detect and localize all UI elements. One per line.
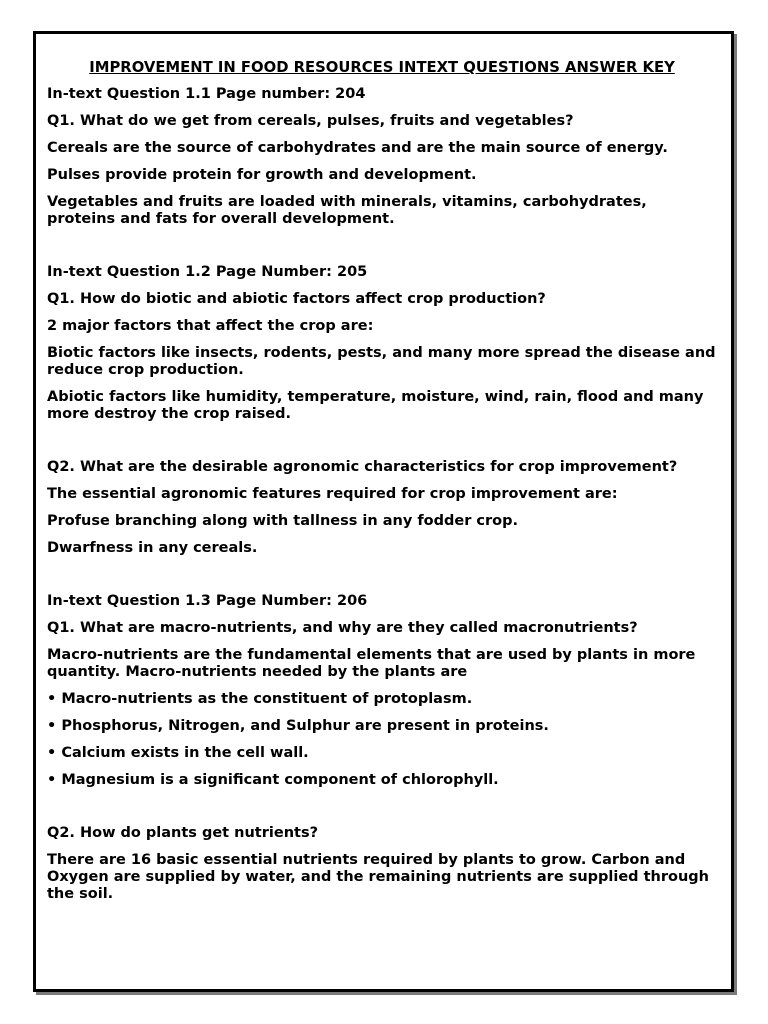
section-heading-1-2: In-text Question 1.2 Page Number: 205 — [47, 264, 368, 280]
bullet-item: • Phosphorus, Nitrogen, and Sulphur are present in proteins. — [47, 718, 549, 734]
answer-paragraph: Biotic factors like insects, rodents, pests, and many more spread the disease and reduce crop production. — [47, 345, 716, 378]
answer-paragraph: Pulses provide protein for growth and development. — [47, 167, 477, 183]
answer-paragraph: There are 16 basic essential nutrients required by plants to grow. Carbon and Oxygen are supplied by water, and the remaining nutrients are supplied through the soil. — [47, 852, 710, 902]
bullet-item: • Macro-nutrients as the constituent of protoplasm. — [47, 691, 473, 707]
document-title: IMPROVEMENT IN FOOD RESOURCES INTEXT QUESTIONS ANSWER KEY — [89, 59, 675, 76]
answer-paragraph: Dwarfness in any cereals. — [47, 540, 258, 556]
question-1-3-q2: Q2. How do plants get nutrients? — [47, 825, 318, 841]
question-1-3-q1: Q1. What are macro-nutrients, and why are they called macronutrients? — [47, 620, 638, 636]
answer-paragraph: 2 major factors that affect the crop are: — [47, 318, 374, 334]
answer-paragraph: Macro-nutrients are the fundamental elements that are used by plants in more quantity. Macro-nutrients needed by the plants are — [47, 647, 696, 680]
answer-paragraph: Cereals are the source of carbohydrates and are the main source of energy. — [47, 140, 668, 156]
section-spacer — [47, 238, 717, 264]
question-1-2-q1: Q1. How do biotic and abiotic factors affect crop production? — [47, 291, 546, 307]
answer-paragraph: Profuse branching along with tallness in any fodder crop. — [47, 513, 519, 529]
answer-paragraph: The essential agronomic features required for crop improvement are: — [47, 486, 618, 502]
section-spacer — [47, 433, 717, 459]
section-spacer — [47, 567, 717, 593]
section-heading-1-1: In-text Question 1.1 Page number: 204 — [47, 86, 366, 102]
bullet-item: • Calcium exists in the cell wall. — [47, 745, 309, 761]
document-body — [47, 59, 717, 913]
section-spacer — [47, 799, 717, 825]
bullet-item: • Magnesium is a significant component of chlorophyll. — [47, 772, 499, 788]
answer-paragraph: Abiotic factors like humidity, temperature, moisture, wind, rain, flood and many more destroy the crop raised. — [47, 389, 704, 422]
answer-paragraph: Vegetables and fruits are loaded with minerals, vitamins, carbohydrates, proteins and fats for overall development. — [47, 194, 647, 227]
question-1-1-q1: Q1. What do we get from cereals, pulses, fruits and vegetables? — [47, 113, 574, 129]
question-1-2-q2: Q2. What are the desirable agronomic characteristics for crop improvement? — [47, 459, 678, 475]
section-heading-1-3: In-text Question 1.3 Page Number: 206 — [47, 593, 368, 609]
